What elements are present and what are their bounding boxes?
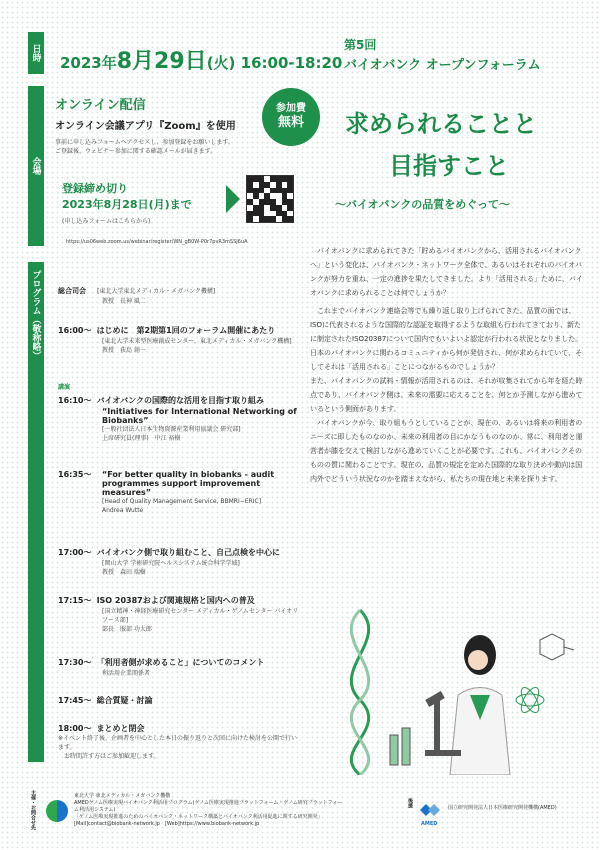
program-item: 16:35〜 “For better quality in biobanks - audit programmes support improvement measures” [Head of Quality Management Service, BBMRI−ERIC] Andrea Wutte [58,470,275,514]
intro-paragraph: バイオバンクに求められてきた「貯めるバイオバンクから、活用されるバイオバンクへ」という変化は、バイオバンク・ネットワーク全体で、あるいはそれぞれのバイオバンクが努力を重ね、一定の進捗を果たしてきました。より「活用される」ために、バイオバンクに求められることは何でしょうか？ [310,247,583,297]
program-item: 17:30〜 「利用者側が求めること」についてのコメント 利活用企業関係者 [58,658,265,677]
registration-url[interactable]: https://us06web.zoom.us/webinar/register/WN_gB0W-P0r7pvR3mSSJ6uA [66,239,248,245]
molecule-icon [540,634,574,660]
organizer-label: 主催・お問合せ先 [30,790,36,830]
event-date: 2023年8月29日(火) 16:00-18:20 [60,49,343,74]
qr-code-icon[interactable] [246,175,294,223]
dna-helix-icon [351,610,368,775]
zoom-label: オンライン会議アプリ『Zoom』を使用 [55,121,236,132]
amed-logo-icon [420,802,442,818]
subtitle: 〜バイオバンクの品質をめぐって〜 [335,198,511,211]
tab-venue: 会場 [28,86,44,246]
intro-paragraph: これまでバイオバンク連絡会等でも繰り返し取り上げられてきた、品質の面では、ISOに代表されるような国際的な認証を取得するような取組も行われてきており、新たに制定されたISO20387について国内でもいよいよ認定が行われる状況となりました。 [310,307,583,343]
forum-name: バイオバンク オープンフォーラム [344,58,541,73]
amed-name: 国立研究開発法人日本医療研究開発機構(AMED) [448,805,557,811]
forum-number: 第5回 [344,38,377,52]
venue-note-2: ご登録後、ウェビナー参加に関する確認メールが届きます。 [55,148,217,155]
online-label: オンライン配信 [55,98,146,113]
program-item: 17:00〜 バイオバンク側で取り組むこと、自己点検を中心に [岡山大学 学術研究院ヘルスシステム統合科学学域] 教授 森田 瑞樹 [58,548,281,576]
intro-paragraph: また、バイオバンクの試料・情報が活用されるのは、それが収集されてから年を経た時点であり、バイオバンク側は、未来の需要に応えることを、何とか予測しながら進めているという側面があります。 [310,377,583,413]
footer [0,788,600,850]
amed-label: AMED [421,821,438,827]
support-label: 後援 [407,798,413,808]
program-item: 17:45〜 総合質疑・討論 [58,696,153,705]
main-title-line2: 目指すこと [389,152,509,180]
tab-program: プログラム（敬称略） [28,262,44,762]
venue-note-1: 事前に申し込みフォームへアクセスし、参加登録をお願いします。 [55,139,234,146]
qr-cell [287,216,293,222]
program-footnote: ※イベント終了後、企画者を中心とした本日の振り返りと次回に向けた検討を公開で行います。 お時間許す方はご参加歓迎します。 [58,735,298,760]
lecture-label: 講演 [58,384,71,391]
intro-text [310,244,585,486]
biobank-network-logo-icon [46,800,68,822]
organizer-info: 東北大学 東北メディカル・メガバンク機構 AMEDゲノム医療実現バイオバンク利活用プログラム(ゲノム医療実現推進プラットフォーム・ゲノム研究プラットフォーム利活用システム) 「ゲノム医療実現推進のためのバイオバンク・ネットワーク構築とバイオバンク利活用促進に関する研究開発」 [Mail]contact@biobank-network.jp [Web]https://www.biobank-network.jp [74,793,343,827]
main-title-line1: 求められることと [345,110,537,138]
registration-deadline: 登録締め切り 2023年8月28日(月)まで (申し込みフォームはこちらから) [62,182,192,225]
program-item: 16:00〜 はじめに 第2期第1回のフォーラム開催にあたり [東北大学未来型医療創成センター、東北メディカル・メガバンク機構] 教授 荻島 創一 [58,326,292,354]
contact-info[interactable]: [Mail]contact@biobank-network.jp [Web]https://www.biobank-network.jp [74,821,260,827]
program-item: 18:00〜 まとめと閉会 [58,724,145,733]
flask-icon [390,728,410,765]
arrow-right-icon [226,185,240,213]
intro-paragraph: バイオバンクが今、取り組もうとしていることが、現在の、あるいは将来の利用者のニーズに即したものなのか、未来の利用者の目にかなうものなのか、常に、利用者と運営者が膝を交えて検討しながら進めていくことが必要です。これも、バイオバンクそのものの質に関わることです。現在の、品質の規定を定めた国際的な取り決めや動向は国内外でどういう状況なのかを踏まえながら、私たちの現在地と未来を探ります。 [310,419,583,483]
free-badge: 参加費 無料 [262,88,320,146]
tab-date: 日時 [28,32,44,74]
moderator: 総合司会 [東北大学東北メディカル・メガバンク機構] 教授 長神 風二 [58,287,216,305]
intro-paragraph: 日本のバイオバンクに関わるコミュニティから何が発信され、何が求められていて、そしてそれは「活用される」ことにつながるものでしょうか？ [310,349,583,371]
scientist-illustration [330,600,580,775]
program-item: 17:15〜 ISO 20387および関連規格と国内への普及 [国立精神・神経医療研究センター メディカル・ゲノムセンター バイオリソース部] 部長 服部 功太郎 [58,596,299,633]
program-item: 16:10〜 バイオバンクの国際的な活用を目指す取り組み “Initiatives for International Networking of Biobanks” [一般社団法人日本生物資源産業利用協議会 研究部] 上席研究員(理事) 中江 裕樹 [58,396,297,442]
atom-icon [516,685,544,715]
